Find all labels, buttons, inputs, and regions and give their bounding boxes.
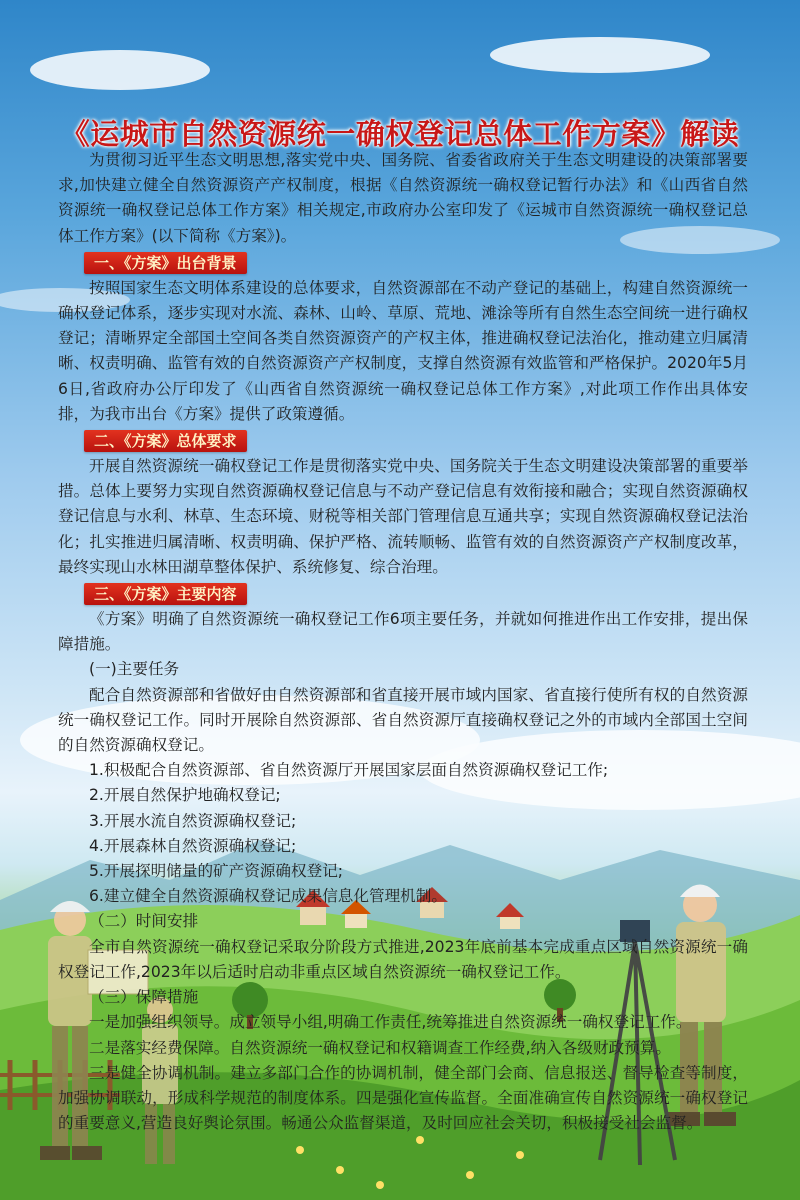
background-paragraph: 按照国家生态文明体系建设的总体要求，自然资源部在不动产登记的基础上，构建自然资源统一确权登记体系，逐步实现对水流、森林、山岭、草原、荒地、滩涂等所有自然生态空间统一进行确权登记；清晰界定全部国土空间各类自然资源资产的产权主体，推进确权登记法治化，推动建立归属清晰、权责明确、监管有效的自然资源资产产权制度，支撑自然资源有效监管和严格保护。2020年5月6日,省政府办公厅印发了《山西省自然资源统一确权登记总体工作方案》,对此项工作作出具体安排，为我市出台《方案》提供了政策遵循。 [58, 278, 748, 423]
section-heading-background: 一、《方案》出台背景 [84, 252, 247, 274]
main-tasks-heading: (一)主要任务 [89, 660, 180, 679]
task-item: 1.积极配合自然资源部、省自然资源厅开展国家层面自然资源确权登记工作; [89, 761, 609, 780]
requirements-paragraph: 开展自然资源统一确权登记工作是贯彻落实党中央、国务院关于生态文明建设决策部署的重要举措。总体上要努力实现自然资源确权登记信息与不动产登记信息有效衔接和融合；实现自然资源确权登记信息与水利、林草、生态环境、财税等相关部门管理信息互通共享；实现自然资源确权登记法治化；扎实推进归属清晰、权责明确、保护严格、流转顺畅、监管有效的自然资源资产产权制度改革，最终实现山水林田湖草整体保护、系统修复、综合治理。 [58, 457, 748, 576]
main-tasks-intro: 配合自然资源部和省做好由自然资源部和省直接开展市域内国家、省直接行使所有权的自然资源统一确权登记工作。同时开展除自然资源部、省自然资源厅直接确权登记之外的市域内全部国土空间的自然资源确权登记。 [58, 685, 748, 755]
article-body [58, 148, 748, 1136]
main-tasks-list [58, 758, 748, 909]
intro-paragraph: 为贯彻习近平生态文明思想,落实党中央、国务院、省委省政府关于生态文明建设的决策部署要求,加快建立健全自然资源资产产权制度，根据《自然资源统一确权登记暂行办法》和《山西省自然资源统一确权登记总体工作方案》相关规定,市政府办公室印发了《运城市自然资源统一确权登记总体工作方案》(以下简称《方案》)。 [58, 151, 748, 245]
measure-item: 三是健全协调机制。建立多部门合作的协调机制，健全部门会商、信息报送、督导检查等制度，加强协调联动，形成科学规范的制度体系。四是强化宣传监督。全面准确宣传自然资源统一确权登记的重要意义,营造良好舆论氛围。畅通公众监督渠道，及时回应社会关切，积极接受社会监督。 [58, 1063, 748, 1133]
task-item: 5.开展探明储量的矿产资源确权登记; [89, 862, 344, 881]
schedule-paragraph: 全市自然资源统一确权登记采取分阶段方式推进,2023年底前基本完成重点区域自然资源统一确权登记工作,2023年以后适时启动非重点区域自然资源统一确权登记工作。 [58, 937, 748, 981]
measures-heading: （三）保障措施 [89, 988, 199, 1007]
task-item: 2.开展自然保护地确权登记; [89, 786, 281, 805]
measure-item: 二是落实经费保障。自然资源统一确权登记和权籍调查工作经费,纳入各级财政预算。 [89, 1038, 671, 1057]
task-item: 3.开展水流自然资源确权登记; [89, 811, 297, 830]
section-heading-requirements: 二、《方案》总体要求 [84, 430, 247, 452]
measure-item: 一是加强组织领导。成立领导小组,明确工作责任,统筹推进自然资源统一确权登记工作。 [89, 1013, 692, 1032]
section-heading-wrap [58, 582, 748, 607]
page-title: 《运城市自然资源统一确权登记总体工作方案》解读 [60, 117, 740, 151]
section-heading-content: 三、《方案》主要内容 [84, 583, 247, 605]
section-heading-wrap [58, 251, 748, 276]
task-item: 4.开展森林自然资源确权登记; [89, 836, 297, 855]
task-item: 6.建立健全自然资源确权登记成果信息化管理机制。 [89, 887, 447, 906]
content-paragraph: 《方案》明确了自然资源统一确权登记工作6项主要任务，并就如何推进作出工作安排，提出保障措施。 [58, 610, 748, 654]
section-heading-wrap [58, 429, 748, 454]
schedule-heading: （二）时间安排 [89, 912, 199, 931]
